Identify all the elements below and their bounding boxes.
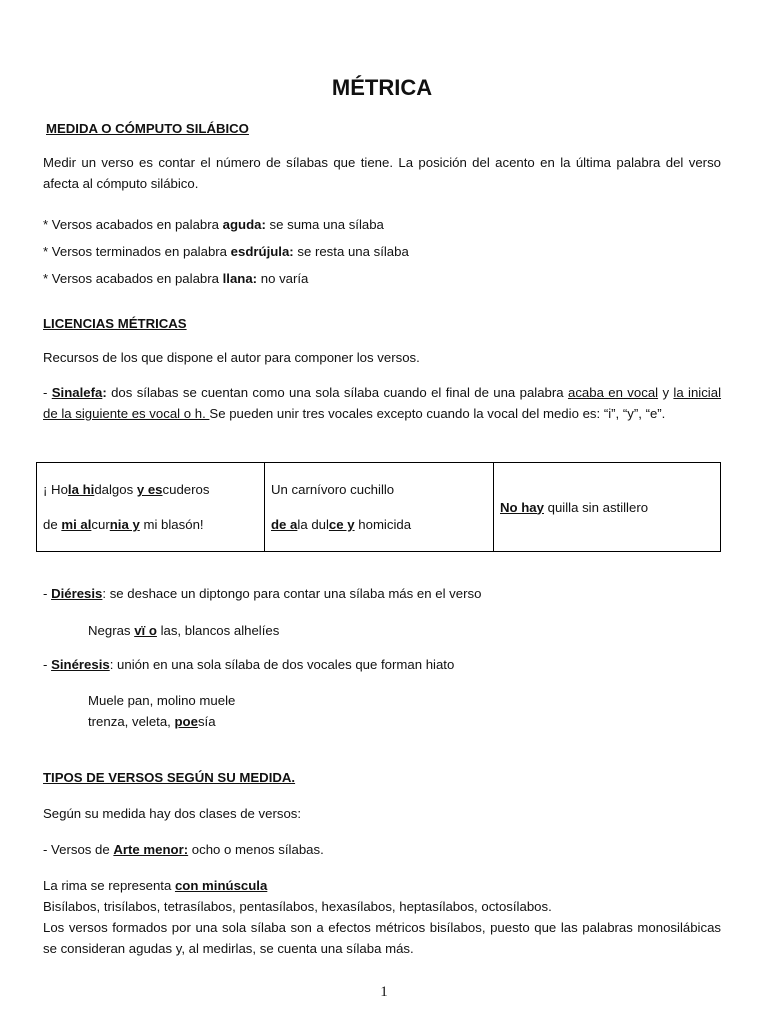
verse-text: cuderos (162, 482, 210, 497)
term-sineresis: Sinéresis (51, 657, 110, 672)
list-item-aguda (43, 214, 721, 235)
section-heading-licencias: LICENCIAS MÉTRICAS (43, 316, 187, 331)
list-item-text: se resta una sílaba (293, 244, 409, 259)
table-cell-cuchillo (265, 463, 494, 552)
verse-line (271, 507, 487, 542)
list-item-term: aguda: (222, 217, 266, 232)
verse-line (43, 472, 258, 507)
list-item-esdrujula (43, 241, 721, 262)
verse-dieresis: vï o (134, 623, 157, 638)
paragraph-text: La rima se representa (43, 878, 175, 893)
example-sineresis-2 (43, 711, 766, 732)
verse-sineresis: poe (174, 714, 198, 729)
list-item-llana (43, 268, 721, 289)
list-item-term: esdrújula: (230, 244, 294, 259)
term-arte-menor: Arte menor: (113, 842, 189, 857)
paragraph-rima (43, 875, 721, 896)
verse-text: cur (91, 517, 110, 532)
underlined-term: con minúscula (174, 878, 268, 893)
paragraph-licencias-intro: Recursos de los que dispone el autor para componer los versos. (43, 350, 420, 365)
dash: - (43, 657, 52, 672)
verse-sinalefa: mi al (61, 517, 92, 532)
verse-sinalefa: la hi (67, 482, 95, 497)
verse-text: mi blasón! (139, 517, 204, 532)
paragraph-monosilabos: Los versos formados por una sola sílaba son a efectos métricos bisílabos, puesto que las palabras monosilábicas se consideran agudas y, al medirlas, se cuenta una sílaba más. (43, 920, 721, 956)
list-item-term: llana: (222, 271, 258, 286)
section-heading-tipos: TIPOS DE VERSOS SEGÚN SU MEDIDA. (43, 770, 296, 785)
verse-text: trenza, veleta, (88, 714, 175, 729)
paragraph-tipos-intro: Según su medida hay dos clases de versos: (43, 806, 302, 821)
paragraph-sineresis (43, 654, 721, 675)
verse-text: sía (197, 714, 216, 729)
list-item-text: se suma una sílaba (265, 217, 384, 232)
paragraph-text: dos sílabas se cuentan como una sola sílaba cuando el final de una palabra (106, 385, 568, 400)
sinalefa-examples-table (36, 462, 721, 552)
verse-text: ¡ Ho (43, 482, 68, 497)
list-item-text: no varía (257, 271, 309, 286)
table-cell-astillero (494, 463, 721, 552)
verse-text: las, blancos alhelíes (156, 623, 280, 638)
paragraph-text: : unión en una sola sílaba de dos vocales que forman hiato (109, 657, 455, 672)
verse-line (43, 507, 258, 542)
verse-sinalefa: y es (136, 482, 163, 497)
paragraph-arte-menor (43, 839, 721, 860)
paragraph-text: - Versos de (43, 842, 114, 857)
verse-text: la dul (297, 517, 329, 532)
paragraph-text: Se pueden unir tres vocales excepto cuando la vocal del medio es: “i”, “y”, “e”. (209, 406, 666, 421)
list-item-text: * Versos acabados en palabra (43, 271, 223, 286)
colon: : (102, 385, 107, 400)
term-sinalefa: Sinalefa (51, 385, 103, 400)
paragraph-dieresis (43, 583, 721, 604)
verse-text: micida (372, 517, 412, 532)
verse-sinalefa: de a (271, 517, 298, 532)
dash: - (43, 385, 52, 400)
verse-text: quilla sin astillero (543, 499, 649, 515)
term-dieresis: Diéresis (51, 586, 103, 601)
paragraph-medida-intro: Medir un verso es contar el número de sílabas que tiene. La posición del acento en la última palabra del verso afecta al cómputo silábico. (43, 155, 721, 191)
example-sineresis-1: Muele pan, molino muele (88, 693, 236, 708)
verse-sinalefa: No hay (500, 499, 544, 515)
paragraph-lista-versos: Bisílabos, trisílabos, tetrasílabos, pentasílabos, hexasílabos, heptasílabos, octosílabos. (43, 899, 552, 914)
paragraph-sinalefa (43, 382, 721, 424)
table-cell-hidalgos (37, 463, 265, 552)
paragraph-text: : se deshace un diptongo para contar una sílaba más en el verso (102, 586, 482, 601)
verse-sinalefa: ce y (328, 517, 355, 532)
verse-line (500, 490, 714, 525)
underlined-text: acaba en vocal (567, 385, 659, 400)
verse-text: de (43, 517, 62, 532)
dash: - (43, 586, 52, 601)
section-heading-medida: MEDIDA O CÓMPUTO SILÁBICO (46, 121, 249, 136)
paragraph-text: ocho o menos sílabas. (188, 842, 324, 857)
list-item-text: * Versos terminados en palabra (43, 244, 231, 259)
verse-text: Negras (88, 623, 135, 638)
list-item-text: * Versos acabados en palabra (43, 217, 223, 232)
verse-text: ho (354, 517, 373, 532)
underlined-text: la inicial de la siguiente es vocal o h. (43, 385, 722, 421)
example-dieresis (43, 620, 766, 641)
page-title: MÉTRICA (331, 75, 433, 100)
verse-line: Un carnívoro cuchillo (271, 482, 395, 497)
page-number: 1 (380, 984, 388, 1000)
paragraph-text: y (658, 385, 674, 400)
verse-sinalefa: nia y (109, 517, 140, 532)
verse-text: dalgos (94, 482, 137, 497)
